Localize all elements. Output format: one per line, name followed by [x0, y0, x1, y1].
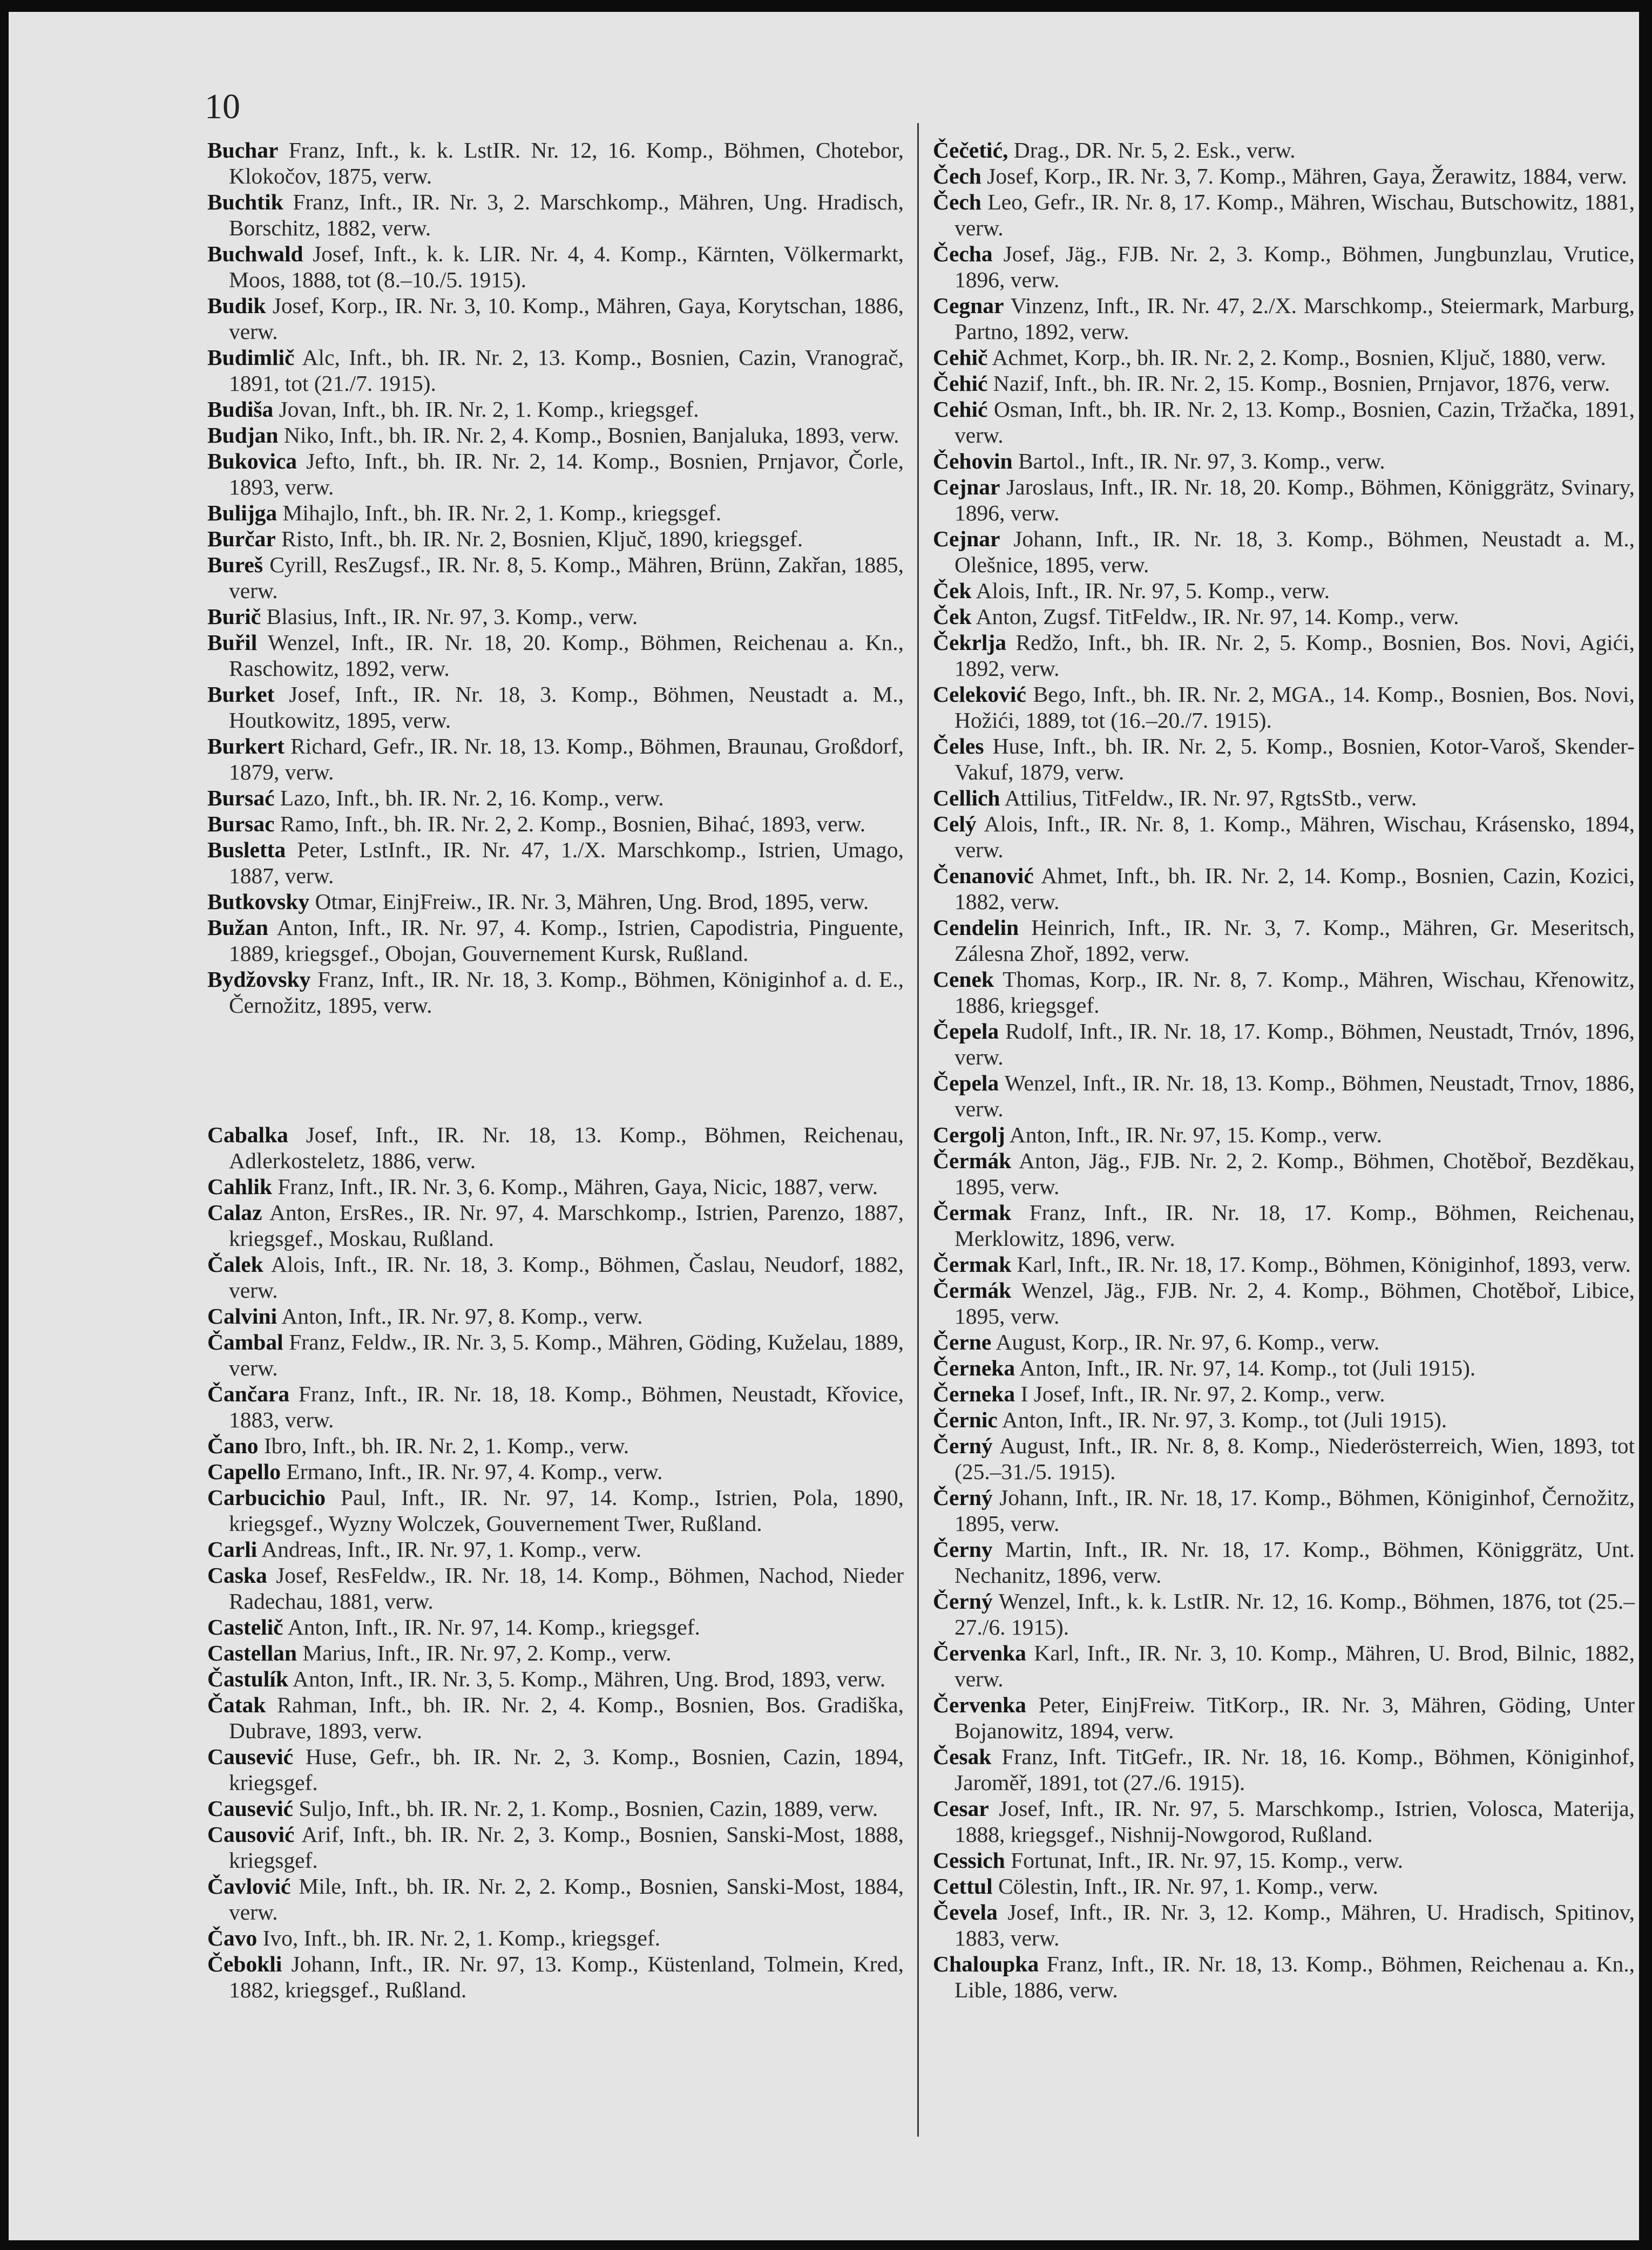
- list-entry: [933, 1692, 1635, 1744]
- list-entry: [207, 1614, 904, 1640]
- list-entry: [933, 1381, 1635, 1407]
- entry-surname: Čenanović: [933, 863, 1034, 888]
- list-entry: [933, 137, 1635, 163]
- list-entry: [207, 1795, 904, 1821]
- list-entry: [207, 1459, 904, 1485]
- entry-details: Otmar, EinjFreiw., IR. Nr. 3, Mähren, Ung. Brod, 1895, verw.: [309, 889, 869, 914]
- entry-details: Rahman, Inft., bh. IR. Nr. 2, 4. Komp., Bosnien, Bos. Gradiška, Dubrave, 1893, verw.: [229, 1692, 904, 1743]
- page-number: 10: [205, 87, 240, 126]
- entry-details: Franz, Inft., IR. Nr. 3, 6. Komp., Mähren, Gaya, Nicic, 1887, verw.: [272, 1174, 878, 1199]
- entry-surname: Bursac: [207, 811, 275, 836]
- list-entry: [933, 1407, 1635, 1433]
- entry-details: Johann, Inft., IR. Nr. 18, 17. Komp., Böhmen, Königinhof, Černožitz, 1895, verw.: [954, 1485, 1635, 1536]
- entry-surname: Čech: [933, 189, 981, 214]
- entry-surname: Bursać: [207, 785, 275, 810]
- entry-details: Marius, Inft., IR. Nr. 97, 2. Komp., verw.: [297, 1641, 672, 1665]
- entry-details: Leo, Gefr., IR. Nr. 8, 17. Komp., Mähren, Wischau, Butschowitz, 1881, verw.: [954, 189, 1635, 240]
- entry-details: Lazo, Inft., bh. IR. Nr. 2, 16. Komp., verw.: [274, 785, 664, 810]
- list-entry: [207, 1666, 904, 1692]
- entry-details: Franz, Feldw., IR. Nr. 3, 5. Komp., Mähren, Göding, Kuželau, 1889, verw.: [229, 1330, 904, 1380]
- column-divider: [917, 123, 919, 2137]
- list-entry: [207, 396, 904, 422]
- document-page: [9, 12, 1639, 2240]
- entry-details: Niko, Inft., bh. IR. Nr. 2, 4. Komp., Bosnien, Banjaluka, 1893, verw.: [278, 423, 899, 448]
- entry-details: Anton, Inft., IR. Nr. 97, 14. Komp., kriegsgef.: [283, 1615, 700, 1639]
- entry-details: Wenzel, Inft., IR. Nr. 18, 20. Komp., Böhmen, Reichenau a. Kn., Raschowitz, 1892, verw.: [229, 630, 904, 681]
- entry-surname: Cejnar: [933, 526, 1000, 551]
- list-entry: [207, 1640, 904, 1666]
- entry-surname: Cehić: [933, 397, 988, 422]
- entry-details: Richard, Gefr., IR. Nr. 18, 13. Komp., Böhmen, Braunau, Großdorf, 1879, verw.: [229, 734, 904, 784]
- entry-surname: Butkovsky: [207, 889, 310, 914]
- entry-surname: Červenka: [933, 1641, 1026, 1665]
- list-entry: [933, 914, 1635, 966]
- list-entry: [207, 1433, 904, 1459]
- entry-surname: Busletta: [207, 837, 286, 862]
- entry-surname: Černe: [933, 1330, 992, 1354]
- list-entry: [933, 1433, 1635, 1485]
- list-entry: [933, 1588, 1635, 1640]
- list-entry: [933, 1070, 1635, 1122]
- entry-details: Ramo, Inft., bh. IR. Nr. 2, 2. Komp., Bosnien, Bihać, 1893, verw.: [274, 811, 866, 836]
- entry-surname: Cahlik: [207, 1174, 272, 1199]
- entry-surname: Budiša: [207, 397, 274, 422]
- entry-surname: Čebokli: [207, 1951, 282, 1976]
- entry-details: Nazif, Inft., bh. IR. Nr. 2, 15. Komp., Bosnien, Prnjavor, 1876, verw.: [987, 371, 1610, 396]
- entry-details: Huse, Inft., bh. IR. Nr. 2, 5. Komp., Bosnien, Kotor-Varoš, Skender-Vakuf, 1879, verw.: [954, 734, 1635, 784]
- list-entry: [207, 448, 904, 500]
- entry-details: Ibro, Inft., bh. IR. Nr. 2, 1. Komp., verw.: [258, 1433, 629, 1458]
- entry-details: Rudolf, Inft., IR. Nr. 18, 17. Komp., Böhmen, Neustadt, Trnóv, 1896, verw.: [954, 1019, 1635, 1069]
- entry-details: Thomas, Korp., IR. Nr. 8, 7. Komp., Mähren, Wischau, Křenowitz, 1886, kriegsgef.: [954, 967, 1635, 1018]
- entry-surname: Causević: [207, 1796, 294, 1821]
- entry-details: Alc, Inft., bh. IR. Nr. 2, 13. Komp., Bosnien, Cazin, Vranograč, 1891, tot (21./7. 1915).: [229, 345, 904, 396]
- list-entry: [933, 241, 1635, 293]
- entry-surname: Bužan: [207, 915, 269, 940]
- entry-surname: Černeka: [933, 1381, 1015, 1406]
- entry-details: Josef, Inft., IR. Nr. 18, 13. Komp., Böhmen, Reichenau, Adlerkosteletz, 1886, verw.: [229, 1122, 904, 1173]
- entry-surname: Černý: [933, 1433, 993, 1458]
- entry-surname: Černý: [933, 1589, 993, 1614]
- entry-surname: Buchwald: [207, 241, 303, 266]
- list-entry: [933, 370, 1635, 396]
- list-entry: [933, 1485, 1635, 1536]
- entry-details: Josef, Korp., IR. Nr. 3, 10. Komp., Mähren, Gaya, Korytschan, 1886, verw.: [229, 293, 904, 344]
- list-entry: [933, 1899, 1635, 1951]
- list-entry: [933, 1148, 1635, 1199]
- entry-details: Franz, Inft., k. k. LstIR. Nr. 12, 16. Komp., Böhmen, Chotebor, Klokočov, 1875, verw.: [229, 138, 904, 188]
- entry-details: Martin, Inft., IR. Nr. 18, 17. Komp., Böhmen, Königgrätz, Unt. Nechanitz, 1896, verw.: [954, 1537, 1635, 1588]
- entry-details: Vinzenz, Inft., IR. Nr. 47, 2./X. Marschkomp., Steiermark, Marburg, Partno, 1892, verw.: [954, 293, 1635, 344]
- entry-details: Fortunat, Inft., IR. Nr. 97, 15. Komp., verw.: [1005, 1848, 1404, 1873]
- list-entry: [207, 1821, 904, 1873]
- list-entry: [207, 1925, 904, 1951]
- entry-details: Franz, Inft., IR. Nr. 3, 2. Marschkomp., Mähren, Ung. Hradisch, Borschitz, 1882, verw.: [229, 189, 904, 240]
- entry-details: Josef, Inft., IR. Nr. 3, 12. Komp., Mähren, U. Hradisch, Spitinov, 1883, verw.: [954, 1900, 1635, 1950]
- entry-details: Huse, Gefr., bh. IR. Nr. 2, 3. Komp., Bosnien, Cazin, 1894, kriegsgef.: [229, 1744, 904, 1795]
- entry-surname: Česak: [933, 1744, 992, 1769]
- entry-details: Anton, Inft., IR. Nr. 97, 3. Komp., tot (Juli 1915).: [997, 1407, 1447, 1432]
- list-entry: [207, 137, 904, 189]
- list-entry: [933, 1640, 1635, 1692]
- entry-surname: Buchar: [207, 138, 279, 162]
- entry-surname: Capello: [207, 1459, 281, 1484]
- entry-surname: Chaloupka: [933, 1951, 1039, 1976]
- list-entry: [933, 863, 1635, 914]
- list-entry: [207, 1122, 904, 1174]
- entry-surname: Burkert: [207, 734, 285, 758]
- entry-details: Jaroslaus, Inft., IR. Nr. 18, 20. Komp., Böhmen, Königgrätz, Svinary, 1896, verw.: [954, 475, 1635, 525]
- right-column: [933, 137, 1635, 2003]
- entry-details: Jovan, Inft., bh. IR. Nr. 2, 1. Komp., kriegsgef.: [273, 397, 699, 422]
- entry-surname: Častulík: [207, 1666, 288, 1691]
- entry-surname: Cendelin: [933, 915, 1019, 940]
- list-entry: [933, 733, 1635, 785]
- entry-surname: Cenek: [933, 967, 994, 992]
- list-entry: [207, 189, 904, 241]
- entry-details: Franz, Inft., IR. Nr. 18, 13. Komp., Böhmen, Reichenau a. Kn., Lible, 1886, verw.: [954, 1951, 1635, 2002]
- entry-surname: Čecha: [933, 241, 993, 266]
- entry-surname: Čalek: [207, 1252, 263, 1277]
- list-entry: [207, 914, 904, 966]
- entry-surname: Čeles: [933, 734, 984, 758]
- entry-details: Achmet, Korp., bh. IR. Nr. 2, 2. Komp., Bosnien, Ključ, 1880, verw.: [987, 345, 1606, 370]
- list-entry: [207, 500, 904, 526]
- entry-surname: Budjan: [207, 423, 279, 448]
- list-entry: [933, 629, 1635, 681]
- entry-surname: Čermak: [933, 1200, 1012, 1225]
- entry-details: Anton, Inft., IR. Nr. 97, 8. Komp., verw.: [277, 1304, 643, 1329]
- entry-surname: Bureš: [207, 552, 263, 577]
- list-entry: [933, 1744, 1635, 1795]
- entry-surname: Černy: [933, 1537, 993, 1562]
- entry-surname: Bulijga: [207, 500, 277, 525]
- entry-details: Bego, Inft., bh. IR. Nr. 2, MGA., 14. Komp., Bosnien, Bos. Novi, Hožići, 1889, tot (16.–20./7. 1915).: [954, 682, 1635, 733]
- entry-surname: Čehić: [933, 371, 988, 396]
- list-entry: [207, 733, 904, 785]
- entry-details: Ermano, Inft., IR. Nr. 97, 4. Komp., verw.: [281, 1459, 663, 1484]
- entry-details: Heinrich, Inft., IR. Nr. 3, 7. Komp., Mähren, Gr. Meseritsch, Zálesna Zhoř, 1892, verw.: [954, 915, 1635, 966]
- list-entry: [933, 785, 1635, 811]
- entry-details: Josef, Inft., IR. Nr. 97, 5. Marschkomp., Istrien, Volosca, Materija, 1888, kriegsgef., Nishnij-Nowgorod, Rußland.: [954, 1796, 1635, 1847]
- entry-surname: Čano: [207, 1433, 259, 1458]
- entry-surname: Čepela: [933, 1070, 999, 1095]
- entry-details: Cölestin, Inft., IR. Nr. 97, 1. Komp., verw.: [992, 1874, 1378, 1899]
- list-entry: [207, 1744, 904, 1795]
- list-entry: [207, 1536, 904, 1562]
- list-entry: [933, 578, 1635, 604]
- entry-details: Franz, Inft., IR. Nr. 18, 17. Komp., Böhmen, Reichenau, Merklowitz, 1896, verw.: [954, 1200, 1635, 1251]
- entry-surname: Čermak: [933, 1252, 1012, 1277]
- entry-details: Ivo, Inft., bh. IR. Nr. 2, 1. Komp., kriegsgef.: [257, 1926, 661, 1950]
- entry-surname: Budimlič: [207, 345, 295, 370]
- entry-surname: Cehič: [933, 345, 988, 370]
- list-entry: [933, 163, 1635, 189]
- entry-surname: Černic: [933, 1407, 998, 1432]
- entry-details: Suljo, Inft., bh. IR. Nr. 2, 1. Komp., Bosnien, Cazin, 1889, verw.: [293, 1796, 878, 1821]
- entry-surname: Čečetić,: [933, 138, 1008, 162]
- entry-surname: Buřil: [207, 630, 258, 655]
- entry-surname: Calvini: [207, 1304, 277, 1329]
- list-entry: [933, 526, 1635, 578]
- entry-details: Josef, Korp., IR. Nr. 3, 7. Komp., Mähren, Gaya, Žerawitz, 1884, verw.: [981, 164, 1627, 188]
- list-entry: [207, 1329, 904, 1381]
- entry-surname: Čermák: [933, 1278, 1012, 1303]
- entry-surname: Castellan: [207, 1641, 297, 1665]
- entry-details: Anton, Jäg., FJB. Nr. 2, 2. Komp., Böhmen, Chotěboř, Bezděkau, 1895, verw.: [954, 1148, 1635, 1199]
- list-entry: [207, 604, 904, 629]
- list-entry: [933, 1873, 1635, 1899]
- entry-surname: Buchtik: [207, 189, 283, 214]
- list-entry: [933, 966, 1635, 1018]
- list-entry: [933, 1847, 1635, 1873]
- list-entry: [933, 474, 1635, 526]
- list-entry: [207, 889, 904, 914]
- entry-details: August, Korp., IR. Nr. 97, 6. Komp., verw.: [991, 1330, 1380, 1354]
- entry-surname: Bukovica: [207, 449, 297, 473]
- list-entry: [207, 1562, 904, 1614]
- left-column: [207, 137, 904, 2003]
- entry-details: Josef, Inft., k. k. LIR. Nr. 4, 4. Komp., Kärnten, Völkermarkt, Moos, 1888, tot (8.–10./5. 1915).: [229, 241, 904, 292]
- entry-surname: Budik: [207, 293, 266, 318]
- entry-details: August, Inft., IR. Nr. 8, 8. Komp., Niederösterreich, Wien, 1893, tot (25.–31./5. 1915).: [954, 1433, 1635, 1484]
- entry-details: Anton, Inft., IR. Nr. 97, 4. Komp., Istrien, Capodistria, Pinguente, 1889, kriegsgef., Obojan, Gouvernement Kursk, Rußland.: [229, 915, 904, 966]
- list-entry: [207, 344, 904, 396]
- entry-surname: Čatak: [207, 1692, 266, 1717]
- entry-surname: Burčar: [207, 526, 276, 551]
- entry-surname: Cabalka: [207, 1122, 288, 1147]
- list-entry: [207, 241, 904, 293]
- entry-surname: Celeković: [933, 682, 1026, 707]
- entry-surname: Cettul: [933, 1874, 993, 1899]
- list-entry: [207, 785, 904, 811]
- list-entry: [207, 629, 904, 681]
- entry-surname: Červenka: [933, 1692, 1026, 1717]
- entry-surname: Cegnar: [933, 293, 1004, 318]
- entry-surname: Calaz: [207, 1200, 262, 1225]
- entry-details: Arif, Inft., bh. IR. Nr. 2, 3. Komp., Bosnien, Sanski-Most, 1888, kriegsgef.: [229, 1822, 904, 1873]
- entry-details: Anton, ErsRes., IR. Nr. 97, 4. Marschkomp., Istrien, Parenzo, 1887, kriegsgef., Moskau, Rußland.: [229, 1200, 904, 1251]
- list-entry: [207, 811, 904, 837]
- entry-surname: Bydžovsky: [207, 967, 311, 992]
- entry-details: Alois, Inft., IR. Nr. 18, 3. Komp., Böhmen, Časlau, Neudorf, 1882, verw.: [229, 1252, 904, 1303]
- list-entry: [207, 1485, 904, 1536]
- list-entry: [933, 189, 1635, 241]
- list-entry: [933, 1122, 1635, 1148]
- entry-details: Mile, Inft., bh. IR. Nr. 2, 2. Komp., Bosnien, Sanski-Most, 1884, verw.: [229, 1874, 904, 1924]
- section-gap: [207, 1018, 904, 1122]
- list-entry: [933, 1199, 1635, 1251]
- list-entry: [933, 1018, 1635, 1070]
- entry-details: Josef, Jäg., FJB. Nr. 2, 3. Komp., Böhmen, Jungbunzlau, Vrutice, 1896, verw.: [954, 241, 1635, 292]
- entry-details: Ahmet, Inft., bh. IR. Nr. 2, 14. Komp., Bosnien, Cazin, Kozici, 1882, verw.: [954, 863, 1635, 914]
- entry-details: Attilius, TitFeldw., IR. Nr. 97, RgtsStb., verw.: [1000, 785, 1417, 810]
- entry-surname: Čambal: [207, 1330, 283, 1354]
- entry-surname: Cessich: [933, 1848, 1005, 1873]
- entry-details: Peter, EinjFreiw. TitKorp., IR. Nr. 3, Mähren, Göding, Unter Bojanowitz, 1894, verw.: [954, 1692, 1635, 1743]
- entry-details: Alois, Inft., IR. Nr. 8, 1. Komp., Mähren, Wischau, Krásensko, 1894, verw.: [954, 811, 1635, 862]
- list-entry: [933, 681, 1635, 733]
- list-entry: [207, 526, 904, 552]
- entry-details: Risto, Inft., bh. IR. Nr. 2, Bosnien, Ključ, 1890, kriegsgef.: [275, 526, 803, 551]
- list-entry: [207, 552, 904, 604]
- entry-details: Bartol., Inft., IR. Nr. 97, 3. Komp., verw.: [1012, 449, 1385, 473]
- entry-surname: Čepela: [933, 1019, 999, 1043]
- entry-details: I Josef, Inft., IR. Nr. 97, 2. Komp., verw.: [1015, 1381, 1385, 1406]
- entry-details: Osman, Inft., bh. IR. Nr. 2, 13. Komp., Bosnien, Cazin, Tržačka, 1891, verw.: [954, 397, 1635, 448]
- list-entry: [933, 1795, 1635, 1847]
- entry-surname: Čančara: [207, 1381, 290, 1406]
- list-entry: [933, 604, 1635, 629]
- list-entry: [207, 1199, 904, 1251]
- entry-surname: Caska: [207, 1563, 267, 1588]
- entry-details: Andreas, Inft., IR. Nr. 97, 1. Komp., verw.: [257, 1537, 642, 1562]
- entry-surname: Cesar: [933, 1796, 989, 1821]
- entry-surname: Castelič: [207, 1615, 283, 1639]
- list-entry: [933, 293, 1635, 344]
- entry-details: Paul, Inft., IR. Nr. 97, 14. Komp., Istrien, Pola, 1890, kriegsgef., Wyzny Wolczek, Gouvernement Twer, Rußland.: [229, 1485, 904, 1536]
- entry-surname: Carli: [207, 1537, 258, 1562]
- entry-details: Anton, Inft., IR. Nr. 97, 14. Komp., tot (Juli 1915).: [1015, 1356, 1476, 1380]
- list-entry: [933, 811, 1635, 863]
- entry-surname: Čevela: [933, 1900, 998, 1924]
- entry-details: Josef, ResFeldw., IR. Nr. 18, 14. Komp., Böhmen, Nachod, Nieder Radechau, 1881, verw.: [229, 1563, 904, 1614]
- list-entry: [207, 1951, 904, 2003]
- list-entry: [207, 837, 904, 889]
- entry-details: Franz, Inft., IR. Nr. 18, 3. Komp., Böhmen, Königinhof a. d. E., Černožitz, 1895, verw.: [229, 967, 904, 1018]
- entry-details: Blasius, Inft., IR. Nr. 97, 3. Komp., verw.: [261, 604, 638, 629]
- entry-surname: Burket: [207, 682, 275, 707]
- entry-details: Anton, Inft., IR. Nr. 97, 15. Komp., verw.: [1005, 1122, 1382, 1147]
- list-entry: [933, 1329, 1635, 1355]
- list-entry: [207, 681, 904, 733]
- list-entry: [933, 1355, 1635, 1381]
- entry-details: Johann, Inft., IR. Nr. 18, 3. Komp., Böhmen, Neustadt a. M., Olešnice, 1895, verw.: [954, 526, 1635, 577]
- entry-surname: Černý: [933, 1485, 993, 1510]
- entry-details: Johann, Inft., IR. Nr. 97, 13. Komp., Küstenland, Tolmein, Kred, 1882, kriegsgef., Rußland.: [229, 1951, 904, 2002]
- entry-surname: Cergolj: [933, 1122, 1005, 1147]
- entry-details: Wenzel, Jäg., FJB. Nr. 2, 4. Komp., Böhmen, Chotěboř, Libice, 1895, verw.: [954, 1278, 1635, 1329]
- entry-surname: Čermák: [933, 1148, 1012, 1173]
- entry-details: Karl, Inft., IR. Nr. 18, 17. Komp., Böhmen, Königinhof, 1893, verw.: [1011, 1252, 1631, 1277]
- entry-details: Alois, Inft., IR. Nr. 97, 5. Komp., verw.: [971, 578, 1330, 603]
- list-entry: [933, 1251, 1635, 1277]
- entry-details: Wenzel, Inft., k. k. LstIR. Nr. 12, 16. Komp., Böhmen, 1876, tot (25.–27./6. 1915).: [954, 1589, 1635, 1639]
- list-entry: [207, 966, 904, 1018]
- list-entry: [207, 1381, 904, 1433]
- entry-surname: Čekrlja: [933, 630, 1006, 655]
- list-entry: [933, 448, 1635, 474]
- list-entry: [207, 422, 904, 448]
- entry-surname: Čehovin: [933, 449, 1013, 473]
- entry-surname: Carbucichio: [207, 1485, 326, 1510]
- entry-surname: Čavlović: [207, 1874, 291, 1899]
- entry-surname: Burič: [207, 604, 261, 629]
- entry-surname: Cellich: [933, 785, 1000, 810]
- list-entry: [933, 1951, 1635, 2003]
- list-entry: [933, 1277, 1635, 1329]
- list-entry: [933, 396, 1635, 448]
- entry-details: Redžo, Inft., bh. IR. Nr. 2, 5. Komp., Bosnien, Bos. Novi, Agići, 1892, verw.: [954, 630, 1635, 681]
- entry-surname: Čavo: [207, 1926, 258, 1950]
- entry-surname: Ček: [933, 604, 972, 629]
- entry-details: Karl, Inft., IR. Nr. 3, 10. Komp., Mähren, U. Brod, Bilnic, 1882, verw.: [954, 1641, 1635, 1691]
- entry-details: Anton, Zugsf. TitFeldw., IR. Nr. 97, 14. Komp., verw.: [971, 604, 1459, 629]
- entry-surname: Causović: [207, 1822, 295, 1847]
- entry-surname: Causević: [207, 1744, 294, 1769]
- entry-details: Franz, Inft., IR. Nr. 18, 18. Komp., Böhmen, Neustadt, Křovice, 1883, verw.: [229, 1381, 904, 1432]
- entry-details: Wenzel, Inft., IR. Nr. 18, 13. Komp., Böhmen, Neustadt, Trnov, 1886, verw.: [954, 1070, 1635, 1121]
- list-entry: [933, 1536, 1635, 1588]
- list-entry: [207, 1692, 904, 1744]
- entry-details: Mihajlo, Inft., bh. IR. Nr. 2, 1. Komp., kriegsgef.: [277, 500, 722, 525]
- entry-surname: Celý: [933, 811, 977, 836]
- list-entry: [933, 344, 1635, 370]
- entry-details: Drag., DR. Nr. 5, 2. Esk., verw.: [1008, 138, 1296, 162]
- entry-details: Peter, LstInft., IR. Nr. 47, 1./X. Marschkomp., Istrien, Umago, 1887, verw.: [229, 837, 904, 888]
- entry-surname: Černeka: [933, 1356, 1015, 1380]
- entry-details: Josef, Inft., IR. Nr. 18, 3. Komp., Böhmen, Neustadt a. M., Houtkowitz, 1895, verw.: [229, 682, 904, 733]
- entry-surname: Ček: [933, 578, 972, 603]
- list-entry: [207, 1873, 904, 1925]
- entry-details: Franz, Inft. TitGefr., IR. Nr. 18, 16. Komp., Böhmen, Königinhof, Jaroměř, 1891, tot (27./6. 1915).: [954, 1744, 1635, 1795]
- entry-surname: Čech: [933, 164, 981, 188]
- list-entry: [207, 1251, 904, 1303]
- entry-details: Anton, Inft., IR. Nr. 3, 5. Komp., Mähren, Ung. Brod, 1893, verw.: [288, 1666, 886, 1691]
- entry-surname: Cejnar: [933, 475, 1000, 499]
- list-entry: [207, 1174, 904, 1199]
- entry-details: Jefto, Inft., bh. IR. Nr. 2, 14. Komp., Bosnien, Prnjavor, Čorle, 1893, verw.: [229, 449, 904, 499]
- list-entry: [207, 293, 904, 344]
- entry-details: Cyrill, ResZugsf., IR. Nr. 8, 5. Komp., Mähren, Brünn, Zakřan, 1885, verw.: [229, 552, 904, 603]
- list-entry: [207, 1303, 904, 1329]
